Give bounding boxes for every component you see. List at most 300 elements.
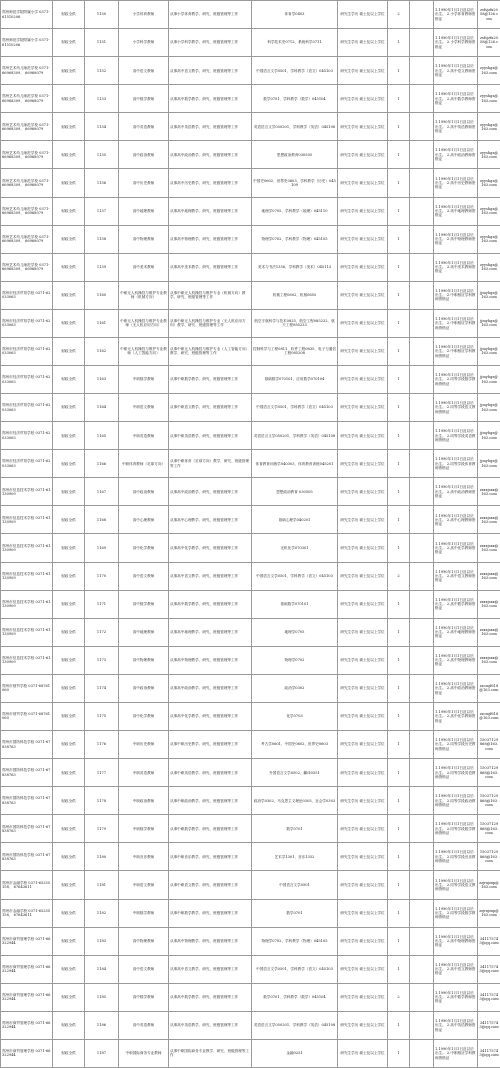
major-cell: 思想政治教育030505 xyxy=(252,141,338,169)
post-name-cell: 高中数学教师 xyxy=(119,590,169,618)
education-cell: 研究生学历 硕士及以上学位 xyxy=(338,702,388,730)
table-row xyxy=(1,1011,500,1039)
education-cell: 研究生学历 硕士及以上学位 xyxy=(338,815,388,843)
email-cell: 341175743@qq.com xyxy=(478,983,500,1011)
post-code-cell: 1150 xyxy=(85,1,119,29)
requirements-cell: 1.1990年1月1日及以后出生。 2.高中英语教师资格证 xyxy=(434,1011,478,1039)
education-cell: 研究生学历 硕士及以上学位 xyxy=(338,57,388,85)
education-cell: 研究生学历 硕士及以上学位 xyxy=(338,169,388,197)
blank-cell xyxy=(410,29,434,57)
requirements-cell: 1.1990年1月1日及以后出生。 2.高中地理教师资格证 xyxy=(434,618,478,646)
fund-type-cell: 财政全供 xyxy=(53,113,85,141)
education-cell: 研究生学历 硕士及以上学位 xyxy=(338,618,388,646)
requirements-cell: 1.1990年1月1日及以后出生。 2.高中美术教师资格证 xyxy=(434,253,478,281)
headcount-cell: 1 xyxy=(388,787,410,815)
blank-cell xyxy=(410,113,434,141)
email-cell: 341175743@qq.com xyxy=(478,1011,500,1039)
fund-type-cell: 财政全供 xyxy=(53,702,85,730)
email-cell: zyyshgz@163.com xyxy=(478,85,500,113)
post-name-cell: 中职数学教师 xyxy=(119,815,169,843)
email-cell: 15037129868@163.com xyxy=(478,815,500,843)
post-code-cell: 1154 xyxy=(85,113,119,141)
school-cell: 郑州市经济贸易学校 0371-62033063 xyxy=(1,366,53,394)
requirements-cell: 1.1990年1月1日及以后出生。 2.高中心理教师资格证 xyxy=(434,506,478,534)
headcount-cell: 1 xyxy=(388,366,410,394)
duty-cell: 从事中职无人机操控与维护专业（无人机应用方向）教学、研究、班级管理等工作 xyxy=(169,309,252,337)
major-cell: 地理学0705 xyxy=(252,618,338,646)
school-cell: 郑州市经济贸易学校 0371-62033063 xyxy=(1,337,53,365)
post-name-cell: 高中政治教师 xyxy=(119,674,169,702)
duty-cell: 从事高中数学教学、研究、班级管理等工作 xyxy=(169,983,252,1011)
fund-type-cell: 财政全供 xyxy=(53,927,85,955)
headcount-cell: 1 xyxy=(388,674,410,702)
email-cell: zzxxjsxx@163.com xyxy=(478,478,500,506)
fund-type-cell: 财政全供 xyxy=(53,787,85,815)
blank-cell xyxy=(410,899,434,927)
duty-cell: 从事中职数学教学、研究、班级管理等工作 xyxy=(169,366,252,394)
fund-type-cell: 财政全供 xyxy=(53,478,85,506)
table-row xyxy=(1,983,500,1011)
table-row xyxy=(1,899,500,927)
post-name-cell: 中职无人机操控与维护专业教师（机械方向） xyxy=(119,281,169,309)
blank-cell xyxy=(410,534,434,562)
requirements-cell: 1.1990年1月1日及以后出生。 2.同等学段政治教师资格证 xyxy=(434,787,478,815)
blank-cell xyxy=(410,702,434,730)
post-code-cell: 1175 xyxy=(85,702,119,730)
duty-cell: 从事高中历史教学、研究、班级管理等工作 xyxy=(169,169,252,197)
school-cell: 郑州市经济贸易学校 0371-62033063 xyxy=(1,281,53,309)
duty-cell: 从事高中英语教学、研究、班级管理等工作 xyxy=(169,1011,252,1039)
post-code-cell: 1180 xyxy=(85,843,119,871)
education-cell: 研究生学历 硕士及以上学位 xyxy=(338,955,388,983)
requirements-cell: 1.1990年1月1日及以后出生。 2.高中语文教师资格证 xyxy=(434,562,478,590)
post-name-cell: 高中历史教师 xyxy=(119,169,169,197)
duty-cell: 从事高中物理教学、研究、班级管理等工作 xyxy=(169,927,252,955)
duty-cell: 从事高中英语教学、研究、班级管理等工作 xyxy=(169,113,252,141)
email-cell: zyyshgz@163.com xyxy=(478,197,500,225)
fund-type-cell: 财政全供 xyxy=(53,1011,85,1039)
duty-cell: 从事高中政治教学、研究、班级管理等工作 xyxy=(169,478,252,506)
major-cell: 英语语言文学050201、学科教学（英语）045108 xyxy=(252,1011,338,1039)
school-cell: 郑州师范学院附属小学 0371-61510206 xyxy=(1,29,53,57)
education-cell: 研究生学历 硕士及以上学位 xyxy=(338,674,388,702)
post-code-cell: 1168 xyxy=(85,506,119,534)
major-cell: 体育学0403 xyxy=(252,1,338,29)
education-cell: 研究生学历 硕士及以上学位 xyxy=(338,422,388,450)
email-cell: zyyshgz@163.com xyxy=(478,225,500,253)
major-cell: 中国语言文学0501、学科教学（语文）045103 xyxy=(252,562,338,590)
major-cell: 金融0251 xyxy=(252,1039,338,1067)
post-name-cell: 高中物理教师 xyxy=(119,225,169,253)
education-cell: 研究生学历 硕士及以上学位 xyxy=(338,1,388,29)
table-row xyxy=(1,1,500,29)
post-name-cell: 高中美术教师 xyxy=(119,253,169,281)
major-cell: 中国语言文学0501 xyxy=(252,871,338,899)
blank-cell xyxy=(410,1,434,29)
fund-type-cell: 财政全供 xyxy=(53,337,85,365)
fund-type-cell: 财政全供 xyxy=(53,57,85,85)
education-cell: 研究生学历 硕士及以上学位 xyxy=(338,478,388,506)
school-cell: 郑州市信息技术学校 0371-61130909 xyxy=(1,562,53,590)
blank-cell xyxy=(410,871,434,899)
major-cell: 英语语言文学050201、学科教学（英语）045108 xyxy=(252,113,338,141)
post-code-cell: 1170 xyxy=(85,562,119,590)
blank-cell xyxy=(410,253,434,281)
table-row xyxy=(1,534,500,562)
post-code-cell: 1177 xyxy=(85,759,119,787)
table-row xyxy=(1,646,500,674)
major-cell: 数学0701、学科教学（数学）045104 xyxy=(252,85,338,113)
requirements-cell: 1.1990年1月1日及以后出生。 2.小学科学教师资格证 xyxy=(434,29,478,57)
headcount-cell: 1 xyxy=(388,309,410,337)
duty-cell: 从事中职英语教学、研究、班级管理等工作 xyxy=(169,422,252,450)
email-cell: jjmyhgz@163.com xyxy=(478,309,500,337)
email-cell: zzcmjf618@163.com xyxy=(478,674,500,702)
major-cell: 中国语言文学0501、学科教学（语文）045103 xyxy=(252,955,338,983)
school-cell: 郑州市国防科技学校 0371-67838763 xyxy=(1,815,53,843)
school-cell: 郑州市国防科技学校 0371-67838763 xyxy=(1,787,53,815)
headcount-cell: 1 xyxy=(388,422,410,450)
post-name-cell: 中职语文教师 xyxy=(119,394,169,422)
school-cell: 郑州市信息技术学校 0371-61130909 xyxy=(1,646,53,674)
duty-cell: 从事高中物理教学、研究、班级管理等工作 xyxy=(169,225,252,253)
duty-cell: 从事高中地理教学、研究、班级管理等工作 xyxy=(169,618,252,646)
blank-cell xyxy=(410,787,434,815)
post-name-cell: 中职数学教师 xyxy=(119,366,169,394)
post-code-cell: 1160 xyxy=(85,281,119,309)
post-code-cell: 1171 xyxy=(85,590,119,618)
fund-type-cell: 财政全供 xyxy=(53,85,85,113)
blank-cell xyxy=(410,843,434,871)
table-row xyxy=(1,618,500,646)
table-row xyxy=(1,309,500,337)
table-row xyxy=(1,422,500,450)
blank-cell xyxy=(410,562,434,590)
education-cell: 研究生学历 硕士及以上学位 xyxy=(338,983,388,1011)
headcount-cell: 1 xyxy=(388,253,410,281)
blank-cell xyxy=(410,450,434,478)
major-cell: 外国语言文学0502、翻译0551 xyxy=(252,759,338,787)
education-cell: 研究生学历 硕士及以上学位 xyxy=(338,534,388,562)
fund-type-cell: 财政全供 xyxy=(53,534,85,562)
school-cell: 郑州市金融学校 0371-65255158、 67643611 xyxy=(1,871,53,899)
headcount-cell: 1 xyxy=(388,450,410,478)
duty-cell: 从事高中化学教学、研究、班级管理等工作 xyxy=(169,702,252,730)
education-cell: 研究生学历 硕士及以上学位 xyxy=(338,29,388,57)
fund-type-cell: 财政全供 xyxy=(53,225,85,253)
table-row xyxy=(1,702,500,730)
major-cell: 基础数学070101 xyxy=(252,590,338,618)
fund-type-cell: 财政全供 xyxy=(53,394,85,422)
post-code-cell: 1167 xyxy=(85,478,119,506)
fund-type-cell: 财政全供 xyxy=(53,506,85,534)
school-cell: 郑州市商贸管理学校 0371-66322944 xyxy=(1,983,53,1011)
table-row xyxy=(1,562,500,590)
school-cell: 郑州艺术幼儿师范学校 0371-66968309、 66968079 xyxy=(1,197,53,225)
fund-type-cell: 财政全供 xyxy=(53,253,85,281)
blank-cell xyxy=(410,141,434,169)
table-row xyxy=(1,871,500,899)
post-name-cell: 高中心理教师 xyxy=(119,506,169,534)
school-cell: 郑州市信息技术学校 0371-61130909 xyxy=(1,506,53,534)
major-cell: 数学0701、学科教学（数学）045104 xyxy=(252,983,338,1011)
blank-cell xyxy=(410,506,434,534)
email-cell: zyyshgz@163.com xyxy=(478,57,500,85)
school-cell: 郑州艺术幼儿师范学校 0371-66968309、 66968079 xyxy=(1,253,53,281)
headcount-cell: 1 xyxy=(388,506,410,534)
education-cell: 研究生学历 硕士及以上学位 xyxy=(338,85,388,113)
requirements-cell: 1.1990年1月1日及以后出生。 2.高中英语教师资格证 xyxy=(434,113,478,141)
education-cell: 研究生学历 硕士及以上学位 xyxy=(338,113,388,141)
post-code-cell: 1151 xyxy=(85,29,119,57)
duty-cell: 从事中职历史教学、研究、班级管理等工作 xyxy=(169,731,252,759)
post-code-cell: 1178 xyxy=(85,787,119,815)
duty-cell: 从事高中语文教学、研究、班级管理等工作 xyxy=(169,57,252,85)
education-cell: 研究生学历 硕士及以上学位 xyxy=(338,787,388,815)
headcount-cell: 1 xyxy=(388,843,410,871)
table-row xyxy=(1,815,500,843)
duty-cell: 从事中职国际商务专业教学、研究、班级管理等工作 xyxy=(169,1039,252,1067)
requirements-cell: 1.1990年1月1日及以后出生。 2.高中数学教师资格证 xyxy=(434,590,478,618)
requirements-cell: 1.1990年1月1日及以后出生。 2.高中物理教师资格证 xyxy=(434,646,478,674)
education-cell: 研究生学历 硕士及以上学位 xyxy=(338,1039,388,1067)
post-code-cell: 1164 xyxy=(85,394,119,422)
headcount-cell: 1 xyxy=(388,731,410,759)
email-cell: 15037129868@163.com xyxy=(478,731,500,759)
school-cell: 郑州艺术幼儿师范学校 0371-66968309、 66968079 xyxy=(1,113,53,141)
requirements-cell: 1.1990年1月1日及以后出生。 2.高中数学教师资格证 xyxy=(434,983,478,1011)
fund-type-cell: 财政全供 xyxy=(53,731,85,759)
headcount-cell: 1 xyxy=(388,394,410,422)
major-cell: 中国语言文学0501、学科教学（语文）045103 xyxy=(252,57,338,85)
education-cell: 研究生学历 硕士及以上学位 xyxy=(338,731,388,759)
major-cell: 机械工程0802、机械0855 xyxy=(252,281,338,309)
table-row xyxy=(1,337,500,365)
email-cell: zyyshgz@163.com xyxy=(478,169,500,197)
post-name-cell: 高中英语教师 xyxy=(119,113,169,141)
duty-cell: 从事小学科学教学、研究、班级管理等工作 xyxy=(169,29,252,57)
major-cell: 英语语言文学050201、学科教学（英语）045108 xyxy=(252,422,338,450)
blank-cell xyxy=(410,927,434,955)
school-cell: 郑州市信息技术学校 0371-61130909 xyxy=(1,618,53,646)
blank-cell xyxy=(410,646,434,674)
headcount-cell: 2 xyxy=(388,983,410,1011)
blank-cell xyxy=(410,1011,434,1039)
duty-cell: 从事高中心理教学、研究、班级管理等工作 xyxy=(169,506,252,534)
major-cell: 控制科学与工程0811、软件工程0835、电子与通信工程085208 xyxy=(252,337,338,365)
fund-type-cell: 财政全供 xyxy=(53,871,85,899)
table-row xyxy=(1,253,500,281)
post-code-cell: 1187 xyxy=(85,1039,119,1067)
education-cell: 研究生学历 硕士及以上学位 xyxy=(338,366,388,394)
post-code-cell: 1153 xyxy=(85,85,119,113)
headcount-cell: 1 xyxy=(388,478,410,506)
headcount-cell: 1 xyxy=(388,899,410,927)
school-cell: 郑州艺术幼儿师范学校 0371-66968309、 66968079 xyxy=(1,169,53,197)
fund-type-cell: 财政全供 xyxy=(53,1,85,29)
duty-cell: 从事高中美术教学、研究、班级管理等工作 xyxy=(169,253,252,281)
requirements-cell: 1.1990年1月1日及以后出生。 2.高中物理教师资格证 xyxy=(434,927,478,955)
headcount-cell: 1 xyxy=(388,702,410,730)
table-row xyxy=(1,85,500,113)
school-cell: 郑州市商贸管理学校 0371-66322944 xyxy=(1,1039,53,1067)
school-cell: 郑州艺术幼儿师范学校 0371-66968309、 66968079 xyxy=(1,85,53,113)
school-cell: 郑州艺术幼儿师范学校 0371-66968309、 66968079 xyxy=(1,141,53,169)
post-name-cell: 中职英语教师 xyxy=(119,422,169,450)
duty-cell: 从事高中地理教学、研究、班级管理等工作 xyxy=(169,197,252,225)
education-cell: 研究生学历 硕士及以上学位 xyxy=(338,899,388,927)
duty-cell: 从事高中语文教学、研究、班级管理等工作 xyxy=(169,955,252,983)
post-code-cell: 1186 xyxy=(85,1011,119,1039)
major-cell: 数学0701 xyxy=(252,899,338,927)
headcount-cell: 1 xyxy=(388,281,410,309)
requirements-cell: 1.1990年1月1日及以后出生。 2.高中政治教师资格证 xyxy=(434,478,478,506)
headcount-cell: 1 xyxy=(388,590,410,618)
major-cell: 中国史0602、世界史0603、学科教学（历史）045109 xyxy=(252,169,338,197)
fund-type-cell: 财政全供 xyxy=(53,169,85,197)
major-cell: 物理学0702、学科教学（物理）045105 xyxy=(252,927,338,955)
headcount-cell: 1 xyxy=(388,871,410,899)
education-cell: 研究生学历 硕士及以上学位 xyxy=(338,927,388,955)
post-name-cell: 高中物理教师 xyxy=(119,927,169,955)
headcount-cell: 1 xyxy=(388,1039,410,1067)
fund-type-cell: 财政全供 xyxy=(53,450,85,478)
requirements-cell: 1.1990年1月1日及以后出生。 2.高中物理教师资格证 xyxy=(434,225,478,253)
school-cell: 郑州市国防科技学校 0371-67838763 xyxy=(1,759,53,787)
major-cell: 物理学0702 xyxy=(252,646,338,674)
requirements-cell: 1.1990年1月1日及以后出生。 2.高中政治教师资格证 xyxy=(434,141,478,169)
post-name-cell: 高中化学教师 xyxy=(119,702,169,730)
blank-cell xyxy=(410,337,434,365)
requirements-cell: 1.1990年1月1日及以后出生。 2.同等学段英语教师资格证 xyxy=(434,759,478,787)
post-name-cell: 高中化学教师 xyxy=(119,534,169,562)
email-cell: zyyshgz@163.com xyxy=(478,141,500,169)
school-cell: 郑州艺术幼儿师范学校 0371-66968309、 66968079 xyxy=(1,57,53,85)
fund-type-cell: 财政全供 xyxy=(53,309,85,337)
school-cell: 郑州市商贸管理学校 0371-66322944 xyxy=(1,955,53,983)
blank-cell xyxy=(410,309,434,337)
headcount-cell: 1 xyxy=(388,534,410,562)
duty-cell: 从事高中数学教学、研究、班级管理等工作 xyxy=(169,590,252,618)
blank-cell xyxy=(410,281,434,309)
email-cell: 15037129868@163.com xyxy=(478,759,500,787)
blank-cell xyxy=(410,366,434,394)
major-cell: 地理学0705、学科教学（地理）045110 xyxy=(252,197,338,225)
table-row xyxy=(1,141,500,169)
requirements-cell: 1.1990年1月1日及以后出生。 2.高中语文教师资格证 xyxy=(434,57,478,85)
post-name-cell: 中职体育教师（足球方向） xyxy=(119,450,169,478)
duty-cell: 从事中职数学教学、研究、班级管理等工作 xyxy=(169,899,252,927)
post-code-cell: 1162 xyxy=(85,337,119,365)
email-cell: zsfsjzfx2058@126.com xyxy=(478,1,500,29)
headcount-cell: 1 xyxy=(388,815,410,843)
duty-cell: 从事中职音乐教学、研究、班级管理等工作 xyxy=(169,843,252,871)
fund-type-cell: 财政全供 xyxy=(53,366,85,394)
major-cell: 无机化学070301 xyxy=(252,534,338,562)
blank-cell xyxy=(410,85,434,113)
requirements-cell: 1.1990年1月1日及以后出生。 2.同等学段数学教师资格证 xyxy=(434,899,478,927)
table-row xyxy=(1,787,500,815)
headcount-cell: 2 xyxy=(388,562,410,590)
fund-type-cell: 财政全供 xyxy=(53,562,85,590)
fund-type-cell: 财政全供 xyxy=(53,618,85,646)
blank-cell xyxy=(410,955,434,983)
requirements-cell: 1.1990年1月1日及以后出生。 2.中职相应学科教师资格证 xyxy=(434,281,478,309)
post-code-cell: 1158 xyxy=(85,225,119,253)
post-name-cell: 高中语文教师 xyxy=(119,955,169,983)
major-cell: 物理学0702、学科教学（物理）045105 xyxy=(252,225,338,253)
blank-cell xyxy=(410,394,434,422)
school-cell: 郑州市财贸学校 0371-68761060 xyxy=(1,702,53,730)
table-row xyxy=(1,366,500,394)
blank-cell xyxy=(410,478,434,506)
headcount-cell: 2 xyxy=(388,1,410,29)
blank-cell xyxy=(410,590,434,618)
blank-cell xyxy=(410,1039,434,1067)
blank-cell xyxy=(410,731,434,759)
post-code-cell: 1184 xyxy=(85,955,119,983)
post-code-cell: 1173 xyxy=(85,646,119,674)
headcount-cell: 1 xyxy=(388,29,410,57)
email-cell: zsfsjzfx2058@126.com xyxy=(478,29,500,57)
table-row xyxy=(1,57,500,85)
duty-cell: 从事高中数学教学、研究、班级管理等工作 xyxy=(169,85,252,113)
post-code-cell: 1159 xyxy=(85,253,119,281)
post-code-cell: 1152 xyxy=(85,57,119,85)
headcount-cell: 1 xyxy=(388,646,410,674)
duty-cell: 从事中职无人机操控与维护专业（机械方向）教学、研究、班级管理等工作 xyxy=(169,281,252,309)
post-name-cell: 高中语文教师 xyxy=(119,562,169,590)
email-cell: jjmyhgz@163.com xyxy=(478,366,500,394)
requirements-cell: 1.1990年1月1日及以后出生。 2.同等学段语文教师资格证 xyxy=(434,394,478,422)
education-cell: 研究生学历 硕士及以上学位 xyxy=(338,225,388,253)
requirements-cell: 1.1990年1月1日及以后出生。 2.高中政治教师资格证 xyxy=(434,674,478,702)
school-cell: 郑州市商贸管理学校 0371-66322944 xyxy=(1,927,53,955)
duty-cell: 从事中职语文教学、研究、班级管理等工作 xyxy=(169,394,252,422)
headcount-cell: 1 xyxy=(388,85,410,113)
email-cell: zyyshgz@163.com xyxy=(478,253,500,281)
blank-cell xyxy=(410,197,434,225)
table-row xyxy=(1,29,500,57)
post-code-cell: 1176 xyxy=(85,731,119,759)
post-name-cell: 高中语文教师 xyxy=(119,57,169,85)
blank-cell xyxy=(410,169,434,197)
post-name-cell: 高中地理教师 xyxy=(119,618,169,646)
requirements-cell: 1.1990年1月1日及以后出生。 2.中职相应学科教师资格证 xyxy=(434,1039,478,1067)
requirements-cell: 1.1990年1月1日及以后出生。 2.小学体育教师资格证 xyxy=(434,1,478,29)
fund-type-cell: 财政全供 xyxy=(53,29,85,57)
blank-cell xyxy=(410,225,434,253)
major-cell: 政治学0302、马克思主义理论0305、社会学0303 xyxy=(252,787,338,815)
requirements-cell: 1.1990年1月1日及以后出生。 2.同等学段英语教师资格证 xyxy=(434,422,478,450)
education-cell: 研究生学历 硕士及以上学位 xyxy=(338,337,388,365)
fund-type-cell: 财政全供 xyxy=(53,983,85,1011)
post-name-cell: 中职数学教师 xyxy=(119,899,169,927)
education-cell: 研究生学历 硕士及以上学位 xyxy=(338,590,388,618)
duty-cell: 从事高中政治教学、研究、班级管理等工作 xyxy=(169,141,252,169)
requirements-cell: 1.1990年1月1日及以后出生。 2.同等学段数学教师资格证 xyxy=(434,815,478,843)
email-cell: 15037129868@163.com xyxy=(478,843,500,871)
blank-cell xyxy=(410,57,434,85)
email-cell: jjmyhgz@163.com xyxy=(478,422,500,450)
post-code-cell: 1174 xyxy=(85,674,119,702)
post-name-cell: 中职无人机操控与维护专业教师（人工智能方向） xyxy=(119,337,169,365)
email-cell: jjmyhgz@163.com xyxy=(478,394,500,422)
table-row xyxy=(1,759,500,787)
school-cell: 郑州市财贸学校 0371-68761060 xyxy=(1,674,53,702)
fund-type-cell: 财政全供 xyxy=(53,759,85,787)
email-cell: jjmyhgz@163.com xyxy=(478,450,500,478)
